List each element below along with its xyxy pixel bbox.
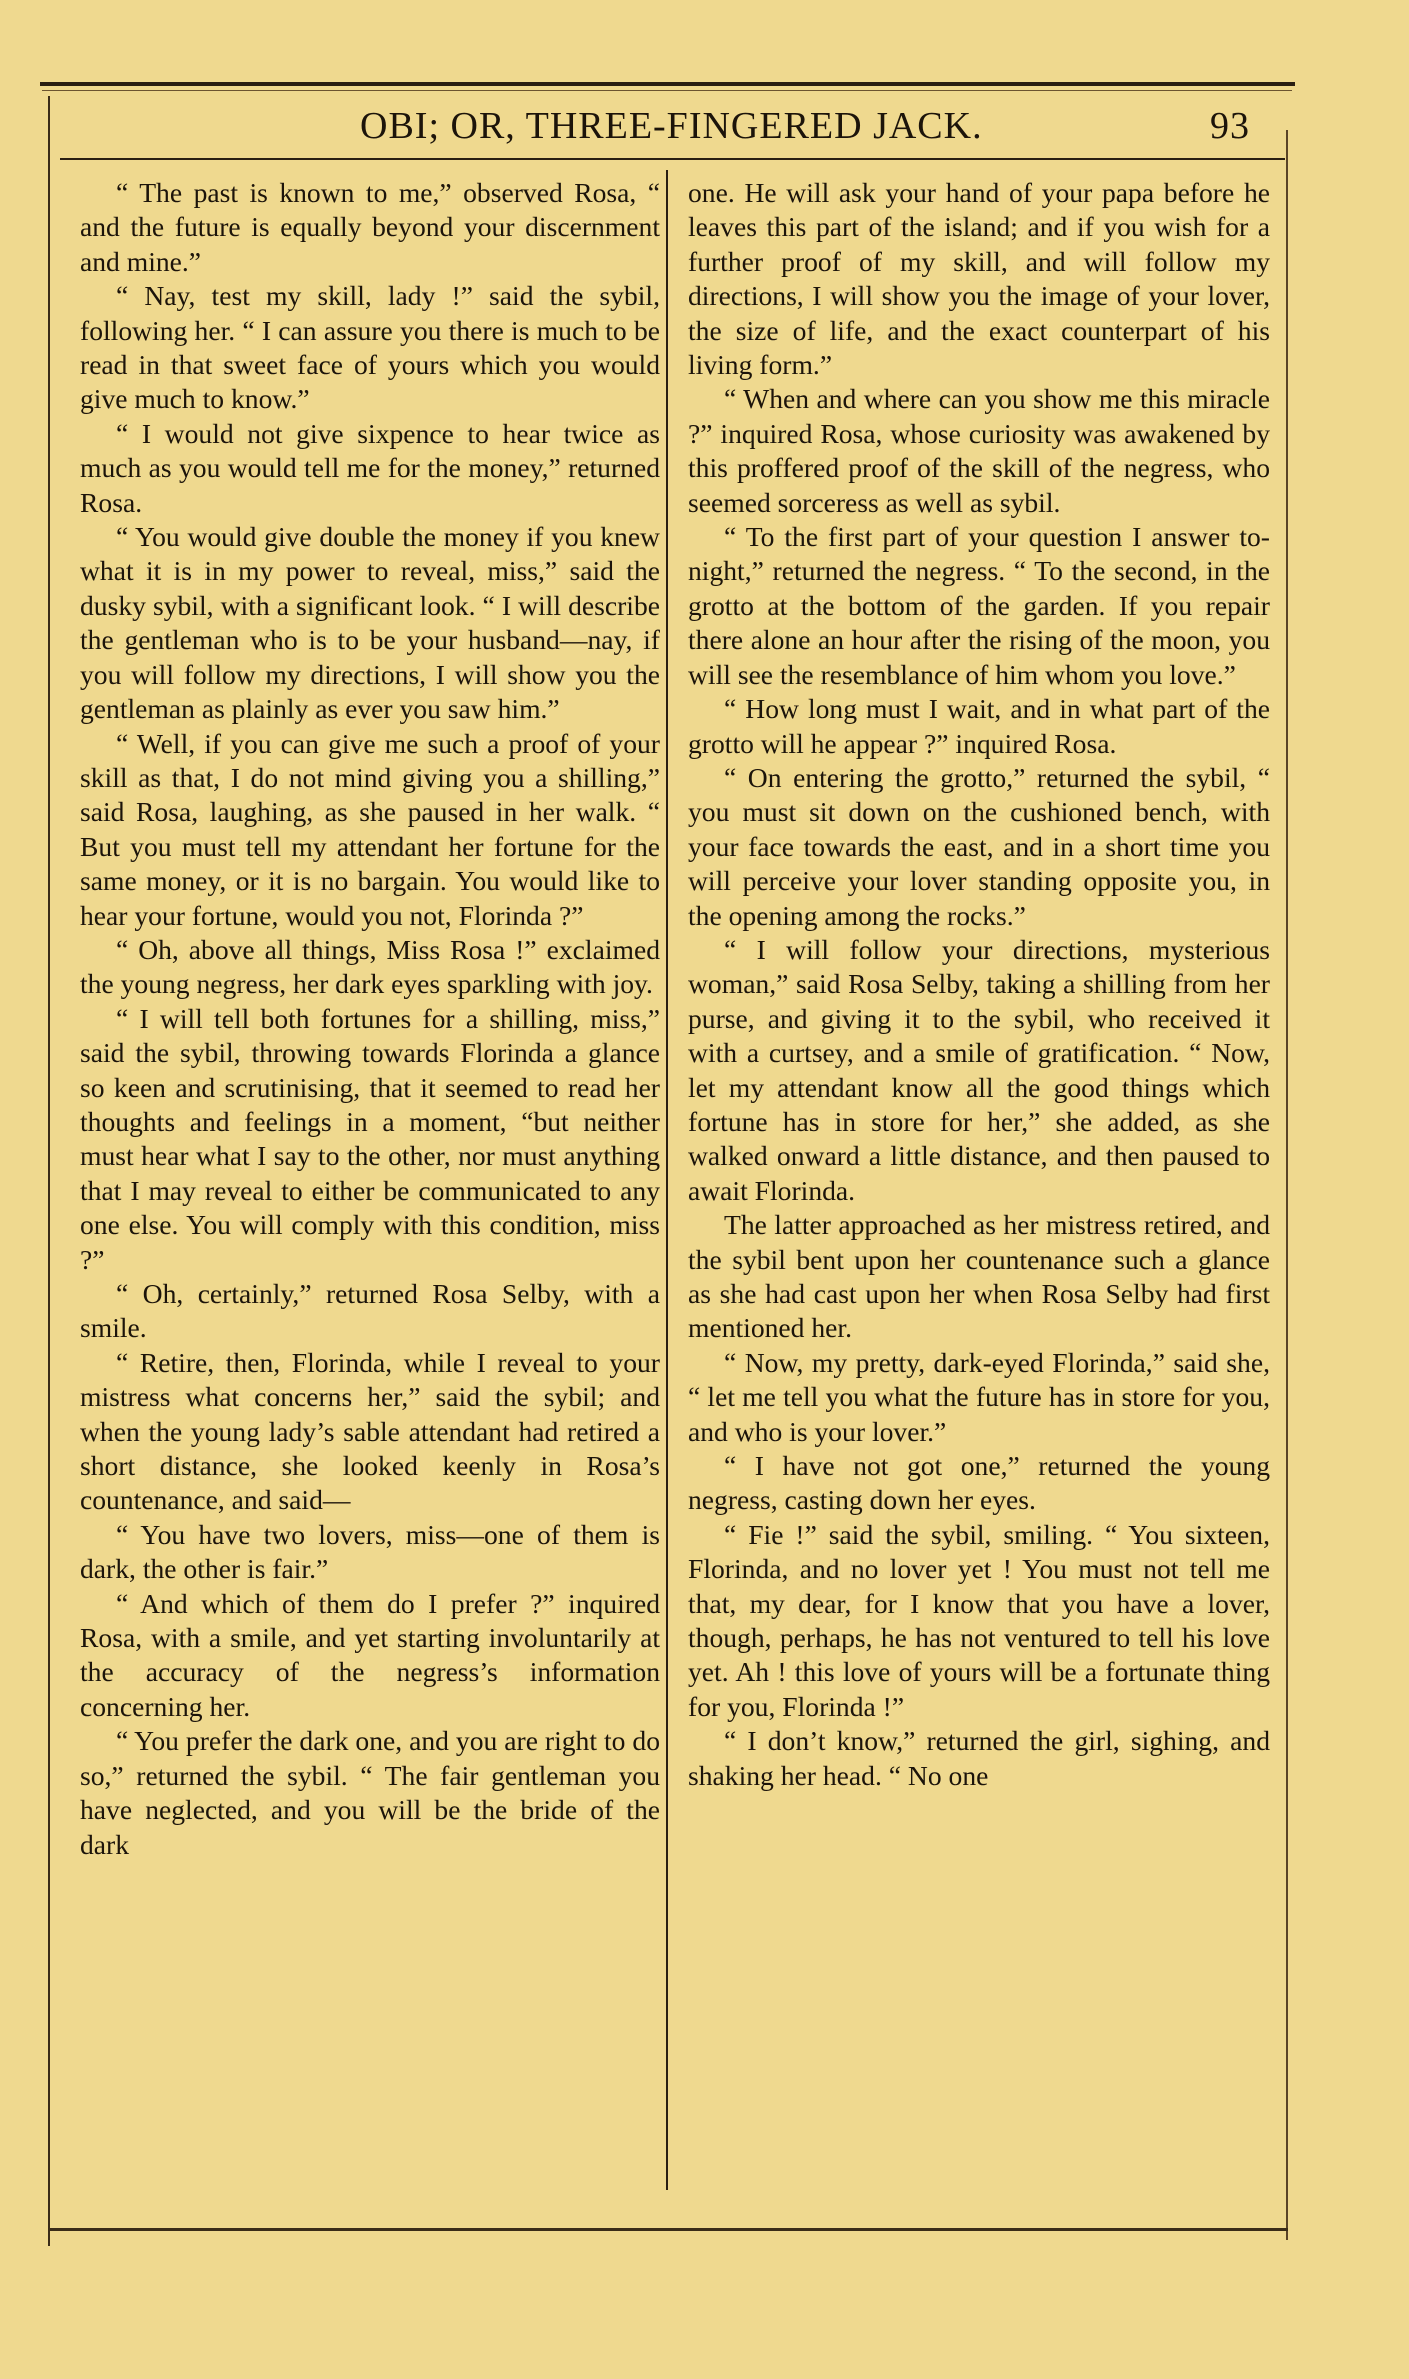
right-page-edge (1286, 130, 1288, 2240)
header-rule (60, 158, 1285, 160)
page-number: 93 (1210, 105, 1250, 147)
paragraph: “ Oh, above all things, Miss Rosa !” exclaimed the young negress, her dark eyes sparkling with joy. (80, 933, 660, 1000)
running-title: OBI; OR, THREE-FINGERED JACK. (360, 105, 983, 147)
paragraph: “ You have two lovers, miss—one of them is dark, the other is fair.” (80, 1518, 660, 1585)
page-header (60, 104, 1280, 154)
column-divider (666, 170, 668, 2190)
paragraph: “ The past is known to me,” observed Rosa, “ and the future is equally beyond your discernment and mine.” (80, 177, 660, 277)
top-border-thin-rule (42, 90, 1292, 91)
paragraph: “ And which of them do I prefer ?” inquired Rosa, with a smile, and yet starting involuntarily at the accuracy of the negress’s information concerning her. (80, 1587, 660, 1722)
paragraph: “ Retire, then, Florinda, while I reveal to your mistress what concerns her,” said the sybil; and when the young lady’s sable attendant had retired a short distance, she looked keenly in Rosa’s countenance, and said— (80, 1346, 660, 1516)
paragraph-continued: one. He will ask your hand of your papa before he leaves this part of the island; and if you wish for a further proof of my skill, and will follow my directions, I will show you the image of your lover, the size of life, and the exact counterpart of his living form.” (688, 177, 1270, 381)
left-page-edge (48, 96, 50, 2246)
paragraph: “ To the first part of your question I answer to-night,” returned the negress. “ To the second, in the grotto at the bottom of the garden. If you repair there alone an hour after the rising of the moon, you will see the resemblance of him whom you love.” (688, 521, 1270, 690)
paragraph: “ How long must I wait, and in what part of the grotto will he appear ?” inquired Rosa. (688, 693, 1270, 759)
paragraph: “ I will tell both fortunes for a shilling, miss,” said the sybil, throwing towards Florinda a glance so keen and scrutinising, that it seemed to read her thoughts and feelings in a moment, “but neither must hear what I say to the other, nor must anything that I may reveal to either be communicated to any one else. You will comply with this condition, miss ?” (80, 1002, 660, 1275)
paragraph: “ When and where can you show me this miracle ?” inquired Rosa, whose curiosity was awakened by this proffered proof of the skill of the negress, who seemed sorceress as well as sybil. (688, 383, 1270, 518)
paragraph: “ You would give double the money if you knew what it is in my power to reveal, miss,” said the dusky sybil, with a significant look. “ I will describe the gentleman who is to be your husband—nay, if you will follow my directions, I will show you the gentleman as plainly as ever you saw him.” (80, 521, 660, 725)
paragraph: “ Now, my pretty, dark-eyed Florinda,” said she, “ let me tell you what the future has in store for you, and who is your lover.” (688, 1346, 1270, 1447)
paragraph: “ Nay, test my skill, lady !” said the sybil, following her. “ I can assure you there is much to be read in that sweet face of yours which you would give much to know.” (80, 280, 660, 415)
left-column (80, 176, 660, 1862)
top-border-rule (40, 82, 1295, 86)
paragraph: “ I don’t know,” returned the girl, sighing, and shaking her head. “ No one (688, 1725, 1270, 1791)
paragraph: “ I will follow your directions, mysterious woman,” said Rosa Selby, taking a shilling from her purse, and giving it to the sybil, who received it with a curtsey, and a smile of gratification. “ Now, let my attendant know all the good things which fortune has in store for her,” she added, as she walked onward a little distance, and then paused to await Florinda. (688, 933, 1270, 1206)
paragraph: “ On entering the grotto,” returned the sybil, “ you must sit down on the cushioned bench, with your face towards the east, and in a short time you will perceive your lover standing opposite you, in the opening among the rocks.” (688, 761, 1270, 931)
paragraph: “ You prefer the dark one, and you are right to do so,” returned the sybil. “ The fair gentleman you have neglected, and you will be the bride of the dark (80, 1725, 660, 1860)
paragraph: “ I would not give sixpence to hear twice as much as you would tell me for the money,” returned Rosa. (80, 417, 660, 518)
paragraph: “ Well, if you can give me such a proof of your skill as that, I do not mind giving you a shilling,” said Rosa, laughing, as she paused in her walk. “ But you must tell my attendant her fortune for the same money, or it is no bargain. You would like to hear your fortune, would you not, Florinda ?” (80, 727, 660, 931)
bottom-border-rule (48, 2228, 1288, 2231)
paragraph: “ Fie !” said the sybil, smiling. “ You sixteen, Florinda, and no lover yet ! You must not tell me that, my dear, for I know that you have a lover, though, perhaps, he has not ventured to tell his love yet. Ah ! this love of yours will be a fortunate thing for you, Florinda !” (688, 1518, 1270, 1722)
paragraph: “ I have not got one,” returned the young negress, casting down her eyes. (688, 1450, 1270, 1516)
paragraph: The latter approached as her mistress retired, and the sybil bent upon her countenance such a glance as she had cast upon her when Rosa Selby had first mentioned her. (688, 1209, 1270, 1344)
paragraph: “ Oh, certainly,” returned Rosa Selby, with a smile. (80, 1278, 660, 1344)
right-column (688, 176, 1270, 1793)
